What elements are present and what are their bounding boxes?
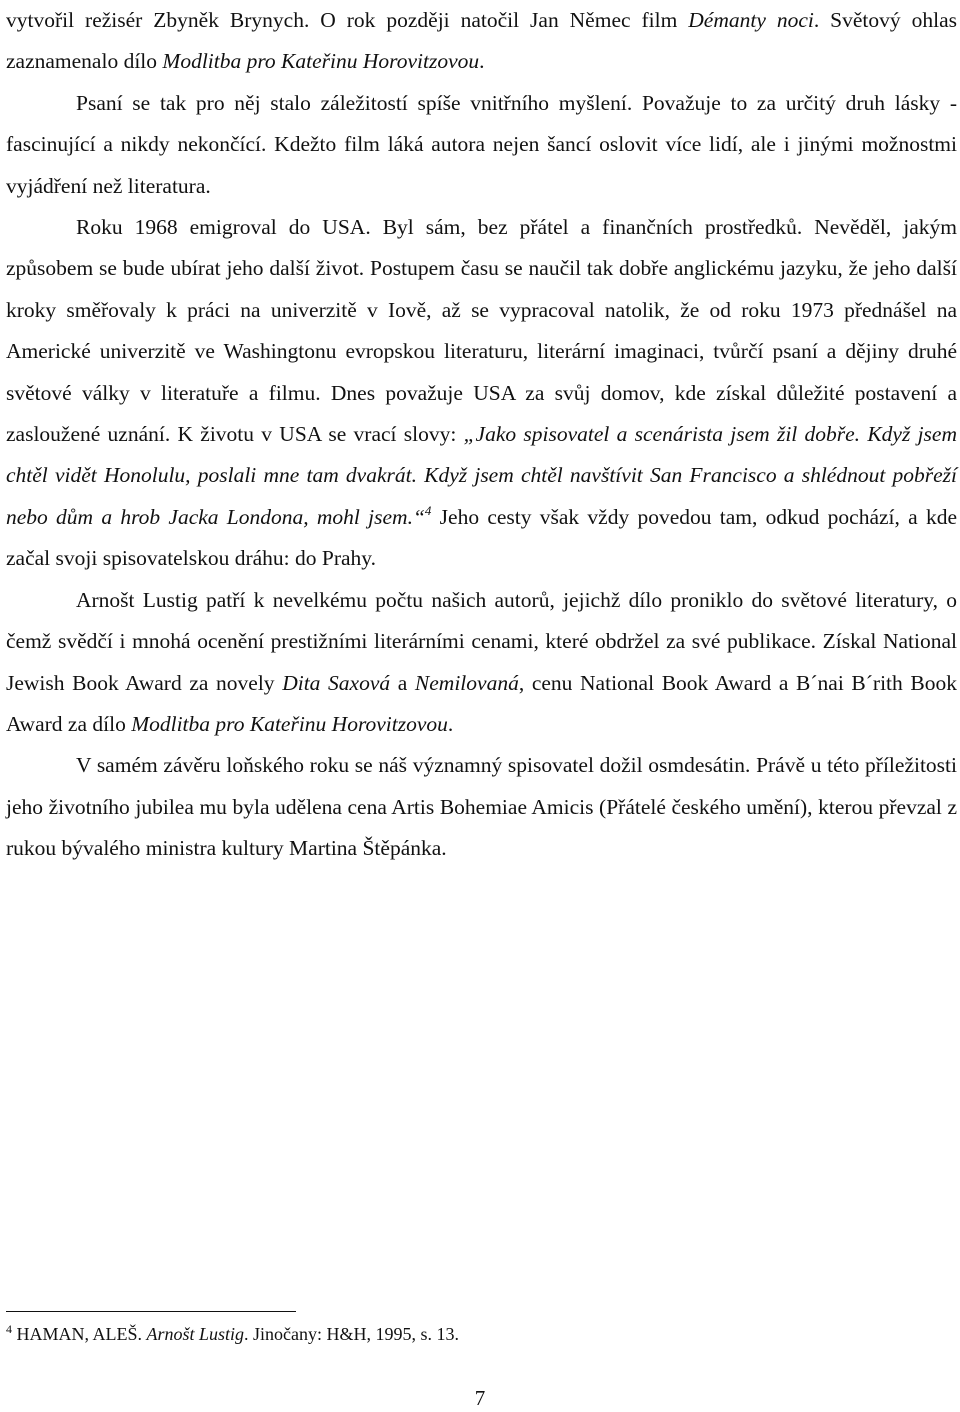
paragraph-continued	[6, 0, 957, 83]
footnote-author: HAMAN, ALEŠ.	[12, 1324, 147, 1344]
text-run: vytvořil režisér Zbyněk Brynych. O rok později natočil Jan Němec film	[6, 8, 689, 32]
text-run: Roku 1968 emigroval do USA. Byl sám, bez přátel a finančních prostředků. Nevěděl, jakým způsobem se bude ubírat jeho další život. Postupem času se naučil tak dobře anglickému jazyku, že jeho další kroky směřovaly k práci na univerzitě v Iově, až se vypracoval natolik, že od roku 1973 přednášel na Americké univerzitě ve Washingtonu evropskou literaturu, literární imaginaci, tvůrčí psaní a dějiny druhé světové války v literatuře a filmu. Dnes považuje USA za svůj domov, kde získal důležité postavení a zasloužené uznání. K životu v USA se vrací slovy:	[6, 215, 957, 447]
book-title: Modlitba pro Kateřinu Horovitzovou	[131, 711, 448, 736]
text-run: .	[479, 49, 485, 74]
footnote-publication: . Jinočany: H&H, 1995, s. 13.	[244, 1324, 460, 1344]
page-number: 7	[474, 1386, 486, 1410]
paragraph-emigration	[6, 207, 957, 580]
footnote-reference[interactable]: 4	[424, 502, 432, 518]
body-text	[6, 0, 957, 870]
footnote	[6, 1322, 906, 1346]
quotation: „Jako spisovatel a scenárista jsem žil dobře. Když jsem chtěl vidět Honolulu, poslali mne tam dvakrát. Když jsem chtěl navštívit San Francisco a shlédnout pobřeží nebo dům a hrob Jacka Londona, mohl jsem.“	[6, 422, 957, 529]
book-title: Nemilovaná	[414, 670, 519, 695]
paragraph-writing	[6, 83, 957, 207]
footnote-number: 4	[6, 1322, 12, 1336]
book-title: Modlitba pro Kateřinu Horovitzovou	[162, 49, 480, 74]
book-title: Dita Saxová	[282, 670, 391, 695]
paragraph-awards	[6, 580, 957, 746]
film-title: Démanty noci	[688, 8, 814, 32]
text-run: . Světový ohlas zaznamenalo dílo	[6, 8, 957, 74]
paragraph-jubilee	[6, 745, 957, 869]
text-run: a	[390, 670, 415, 695]
text-run: V samém závěru loňského roku se náš významný spisovatel dožil osmdesátin. Právě u této příležitosti jeho životního jubilea mu byla udělena cena Artis Bohemiae Amicis (Přátelé českého umění), kterou převzal z rukou bývalého ministra kultury Martina Štěpánka.	[6, 753, 957, 861]
text-run: .	[447, 711, 454, 736]
text-run: Jeho cesty však vždy povedou tam, odkud pochází, a kde začal svoji spisovatelskou dráhu: do Prahy.	[6, 504, 957, 571]
text-run: Psaní se tak pro něj stalo záležitostí spíše vnitřního myšlení. Považuje to za určitý druh lásky - fascinující a nikdy nekončící. Kdežto film láká autora nejen šancí oslovit více lidí, ale i jinými možnostmi vyjádření než literatura.	[6, 90, 957, 198]
text-run: , cenu National Book Award a B´nai B´rith Book Award za dílo	[6, 670, 957, 736]
text-run: Arnošt Lustig patří k nevelkému počtu našich autorů, jejichž dílo proniklo do světové literatury, o čemž svědčí i mnohá ocenění prestižními literárními cenami, které obdržel za své publikace. Získal National Jewish Book Award za novely	[6, 587, 957, 695]
footnote-separator	[6, 1311, 296, 1312]
footnote-title: Arnošt Lustig	[146, 1324, 245, 1344]
